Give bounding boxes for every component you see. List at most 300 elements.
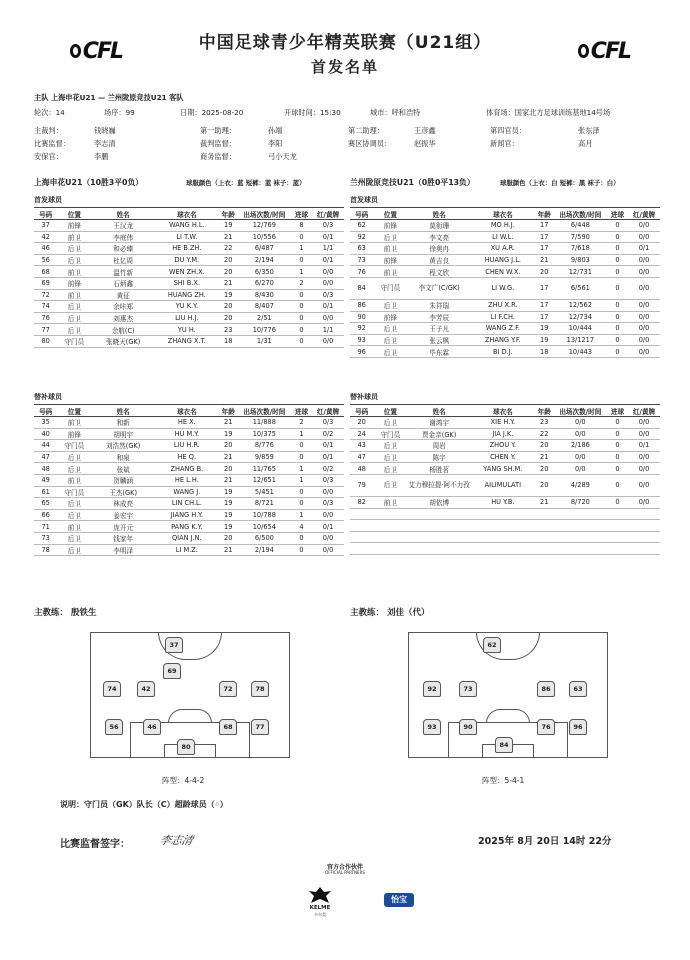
empty-row bbox=[350, 520, 660, 532]
player-cell: 李文广(C/GK) bbox=[407, 277, 471, 299]
player-cell: 0 bbox=[607, 334, 628, 346]
player-shirt-icon: 68 bbox=[219, 719, 237, 735]
table-header-row bbox=[350, 208, 660, 220]
official-role: 第二助理： bbox=[348, 126, 384, 135]
player-cell: 后卫 bbox=[57, 532, 91, 544]
player-cell: 66 bbox=[34, 509, 57, 521]
player-shirt-icon: 86 bbox=[537, 681, 555, 697]
player-cell: JIANG H.Y. bbox=[155, 509, 219, 521]
player-cell: 19 bbox=[219, 486, 238, 498]
player-cell: 90 bbox=[350, 311, 373, 323]
player-cell: 后卫 bbox=[57, 451, 91, 463]
player-cell: 后卫 bbox=[57, 301, 91, 313]
player-cell: WEN ZH.X. bbox=[155, 266, 219, 278]
column-header: 红/黄牌 bbox=[312, 208, 344, 220]
player-cell: 后卫 bbox=[57, 498, 91, 510]
player-cell: 张斌 bbox=[91, 463, 155, 475]
player-cell: 后卫 bbox=[373, 323, 407, 335]
home-starters-table bbox=[34, 207, 344, 348]
player-cell: 84 bbox=[350, 277, 373, 299]
player-row bbox=[350, 299, 660, 311]
player-cell: 0 bbox=[291, 498, 312, 510]
player-cell: 13/1217 bbox=[554, 334, 607, 346]
player-cell: 前锋 bbox=[373, 220, 407, 232]
column-header: 球衣名 bbox=[155, 405, 219, 417]
player-cell: 前锋 bbox=[57, 220, 91, 232]
column-header: 姓名 bbox=[407, 405, 471, 417]
player-cell: 后卫 bbox=[373, 463, 407, 475]
player-cell: 后卫 bbox=[57, 243, 91, 255]
official-name: 钱晓巍 bbox=[94, 126, 116, 135]
player-cell: 0/0 bbox=[628, 220, 660, 232]
official-name: 高月 bbox=[578, 139, 593, 148]
player-cell: 0/0 bbox=[312, 335, 344, 347]
player-cell: 18 bbox=[219, 335, 238, 347]
player-cell: 后卫 bbox=[373, 417, 407, 429]
player-cell: 0/2 bbox=[312, 428, 344, 440]
player-cell: 48 bbox=[350, 463, 373, 475]
player-shirt-icon: 63 bbox=[569, 681, 587, 697]
player-cell: 12/651 bbox=[238, 474, 291, 486]
player-cell: LI F.CH. bbox=[471, 311, 535, 323]
player-cell: AILIMULATI bbox=[471, 474, 535, 496]
player-cell: HUANG J.L. bbox=[471, 254, 535, 266]
player-shirt-icon: 77 bbox=[251, 719, 269, 735]
player-cell: 8/430 bbox=[238, 289, 291, 301]
player-cell: 姜宏宇 bbox=[91, 509, 155, 521]
player-shirt-icon: 76 bbox=[537, 719, 555, 735]
sponsor1: KELME bbox=[309, 905, 331, 911]
player-cell: 1 bbox=[291, 463, 312, 475]
player-row bbox=[350, 254, 660, 266]
player-cell: 82 bbox=[350, 496, 373, 508]
player-cell: LI W.G. bbox=[471, 277, 535, 299]
player-cell: 谢鸿宇 bbox=[407, 417, 471, 429]
player-row bbox=[34, 463, 344, 475]
player-row bbox=[34, 243, 344, 255]
kelme-logo-icon bbox=[307, 886, 333, 904]
player-cell: 79 bbox=[350, 474, 373, 496]
player-cell: LIU H.R. bbox=[155, 440, 219, 452]
player-cell: 0/0 bbox=[628, 496, 660, 508]
player-cell: 前卫 bbox=[373, 243, 407, 255]
player-cell: 0/1 bbox=[312, 301, 344, 313]
player-cell: 0/0 bbox=[312, 312, 344, 324]
player-cell: LI W.L. bbox=[471, 231, 535, 243]
column-header: 球衣名 bbox=[155, 208, 219, 220]
player-cell: 12/734 bbox=[554, 311, 607, 323]
player-cell: 0 bbox=[291, 324, 312, 336]
official-role: 第四官员： bbox=[490, 126, 526, 135]
empty-row bbox=[350, 531, 660, 543]
player-cell: 1/1 bbox=[312, 243, 344, 255]
column-header: 姓名 bbox=[91, 208, 155, 220]
player-cell: 温竹新 bbox=[91, 266, 155, 278]
player-cell: 23 bbox=[219, 324, 238, 336]
player-cell: HE Q. bbox=[155, 451, 219, 463]
player-cell: 19 bbox=[219, 220, 238, 232]
player-row bbox=[350, 277, 660, 299]
official-role: 商务监督： bbox=[200, 152, 236, 161]
player-row bbox=[350, 440, 660, 452]
player-cell: 68 bbox=[34, 266, 57, 278]
player-cell: 35 bbox=[34, 417, 57, 429]
player-cell: 20 bbox=[219, 301, 238, 313]
player-cell: 刘浩然(GK) bbox=[91, 440, 155, 452]
player-cell: 前卫 bbox=[57, 521, 91, 533]
player-cell: 17 bbox=[535, 220, 554, 232]
player-cell: 1 bbox=[291, 428, 312, 440]
player-cell: 朱祥瑞 bbox=[407, 299, 471, 311]
player-cell: 40 bbox=[34, 428, 57, 440]
player-row bbox=[34, 335, 344, 347]
player-cell: 胡明宇 bbox=[91, 428, 155, 440]
player-row bbox=[350, 451, 660, 463]
player-cell: HE B.ZH. bbox=[155, 243, 219, 255]
away-formation: 阵型：5-4-1 bbox=[482, 776, 525, 785]
player-cell: 周岩 bbox=[407, 440, 471, 452]
player-row bbox=[34, 324, 344, 336]
player-cell: WANG H.L. bbox=[155, 220, 219, 232]
player-cell: 73 bbox=[34, 532, 57, 544]
player-cell: 44 bbox=[34, 440, 57, 452]
player-cell: 林成亮 bbox=[91, 498, 155, 510]
player-row bbox=[350, 266, 660, 278]
player-cell: 0 bbox=[291, 301, 312, 313]
player-cell: 76 bbox=[34, 312, 57, 324]
player-cell: 93 bbox=[350, 334, 373, 346]
player-cell: 0/0 bbox=[554, 417, 607, 429]
player-shirt-icon: 46 bbox=[143, 719, 161, 735]
player-cell: 6/350 bbox=[238, 266, 291, 278]
player-cell: 0 bbox=[291, 486, 312, 498]
away-starters-table bbox=[350, 207, 660, 358]
player-cell: 0/0 bbox=[628, 277, 660, 299]
player-cell: 0 bbox=[291, 254, 312, 266]
player-cell: 7/590 bbox=[554, 231, 607, 243]
player-cell: 77 bbox=[34, 324, 57, 336]
cfl-logo-right: CFL bbox=[578, 38, 630, 64]
official-name: 张东泽 bbox=[578, 126, 600, 135]
player-cell: 贺麟涵 bbox=[91, 474, 155, 486]
player-cell: 前卫 bbox=[57, 266, 91, 278]
player-cell: 0/0 bbox=[554, 451, 607, 463]
city: 城市：呼和浩特 bbox=[370, 108, 421, 117]
player-cell: 21 bbox=[535, 451, 554, 463]
player-row bbox=[350, 311, 660, 323]
player-cell: 0/0 bbox=[628, 334, 660, 346]
player-shirt-icon: 37 bbox=[165, 637, 183, 653]
player-cell: 守门员 bbox=[57, 335, 91, 347]
column-header: 位置 bbox=[373, 208, 407, 220]
player-cell: 21 bbox=[219, 451, 238, 463]
player-cell: 19 bbox=[219, 521, 238, 533]
player-cell: 前锋 bbox=[57, 428, 91, 440]
player-cell: 杨胜茗 bbox=[407, 463, 471, 475]
player-cell: 17 bbox=[535, 277, 554, 299]
player-cell: ZHANG B. bbox=[155, 463, 219, 475]
player-cell: WANG J. bbox=[155, 486, 219, 498]
table-header-row bbox=[350, 405, 660, 417]
column-header: 红/黄牌 bbox=[628, 405, 660, 417]
player-cell: 22 bbox=[219, 243, 238, 255]
player-cell: 19 bbox=[535, 334, 554, 346]
player-cell: 0/0 bbox=[628, 231, 660, 243]
player-cell: 0 bbox=[607, 266, 628, 278]
player-cell: 1/1 bbox=[312, 324, 344, 336]
column-header: 位置 bbox=[57, 405, 91, 417]
player-cell: 20 bbox=[219, 312, 238, 324]
player-row bbox=[34, 231, 344, 243]
player-cell: 4/289 bbox=[554, 474, 607, 496]
player-shirt-icon: 56 bbox=[105, 719, 123, 735]
player-cell: 72 bbox=[34, 289, 57, 301]
away-kit: 球服颜色（上衣：白 短裤：黑 袜子：白） bbox=[500, 179, 620, 187]
player-cell: 20 bbox=[535, 463, 554, 475]
player-cell: HUANG ZH. bbox=[155, 289, 219, 301]
player-cell: 23 bbox=[535, 417, 554, 429]
player-cell: 庞开元 bbox=[91, 521, 155, 533]
player-row bbox=[350, 220, 660, 232]
player-row bbox=[34, 417, 344, 429]
sponsor1-sub: 卡尔美 bbox=[314, 912, 326, 917]
player-row bbox=[34, 451, 344, 463]
official-role: 比赛监督： bbox=[34, 139, 70, 148]
player-cell: 0/0 bbox=[628, 299, 660, 311]
player-cell: 石炳鑫 bbox=[91, 277, 155, 289]
player-cell: 0/0 bbox=[554, 428, 607, 440]
player-cell: 19 bbox=[219, 428, 238, 440]
official-name: 王彦鑫 bbox=[414, 126, 436, 135]
player-cell: 69 bbox=[34, 277, 57, 289]
signature: 李志清 bbox=[158, 834, 195, 847]
player-cell: 0/0 bbox=[628, 266, 660, 278]
column-header: 姓名 bbox=[91, 405, 155, 417]
player-cell: 17 bbox=[535, 231, 554, 243]
player-cell: 张云枫 bbox=[407, 334, 471, 346]
player-cell: 0/1 bbox=[628, 243, 660, 255]
player-row bbox=[34, 312, 344, 324]
player-row bbox=[34, 509, 344, 521]
player-row bbox=[350, 346, 660, 358]
player-cell: 20 bbox=[219, 266, 238, 278]
player-cell: 56 bbox=[34, 254, 57, 266]
player-row bbox=[34, 544, 344, 556]
official-role: 裁判监督： bbox=[200, 139, 236, 148]
player-cell: 1 bbox=[291, 266, 312, 278]
player-cell: CHEN W.X. bbox=[471, 266, 535, 278]
home-pitch bbox=[90, 632, 290, 758]
player-cell: YANG SH.M. bbox=[471, 463, 535, 475]
column-header: 球衣名 bbox=[471, 405, 535, 417]
player-cell: 0/0 bbox=[628, 254, 660, 266]
player-shirt-icon: 74 bbox=[103, 681, 121, 697]
player-cell: 37 bbox=[34, 220, 57, 232]
player-cell: 18 bbox=[535, 346, 554, 358]
player-cell: 46 bbox=[34, 243, 57, 255]
player-cell: 10/375 bbox=[238, 428, 291, 440]
player-cell: PANG K.Y. bbox=[155, 521, 219, 533]
player-cell: 后卫 bbox=[373, 474, 407, 496]
player-row bbox=[34, 532, 344, 544]
column-header: 进球 bbox=[607, 405, 628, 417]
player-cell: 0 bbox=[291, 440, 312, 452]
home-starters-label: 首发球员 bbox=[34, 196, 62, 204]
kickoff: 开球时间：15:30 bbox=[284, 108, 341, 117]
player-row bbox=[34, 486, 344, 498]
official-role: 安保官： bbox=[34, 152, 63, 161]
player-cell: 黄征 bbox=[91, 289, 155, 301]
player-row bbox=[34, 266, 344, 278]
away-subs-table bbox=[350, 404, 660, 555]
player-cell: 0 bbox=[607, 451, 628, 463]
player-cell: 11/765 bbox=[238, 463, 291, 475]
player-cell: 杜亿周 bbox=[91, 254, 155, 266]
player-row bbox=[350, 231, 660, 243]
player-cell: 8 bbox=[291, 220, 312, 232]
player-cell: 0 bbox=[607, 346, 628, 358]
player-cell: 王子凡 bbox=[407, 323, 471, 335]
player-cell: 前卫 bbox=[57, 231, 91, 243]
player-cell: 前卫 bbox=[373, 266, 407, 278]
player-cell: 前锋 bbox=[57, 277, 91, 289]
player-cell: 63 bbox=[350, 243, 373, 255]
away-subs-label: 替补球员 bbox=[350, 393, 378, 401]
player-cell: 0 bbox=[607, 417, 628, 429]
column-header: 出场次数/时间 bbox=[554, 208, 607, 220]
player-cell: 19 bbox=[219, 289, 238, 301]
column-header: 进球 bbox=[607, 208, 628, 220]
player-cell: 0 bbox=[291, 231, 312, 243]
player-cell: 后卫 bbox=[57, 312, 91, 324]
player-cell: 陈宇 bbox=[407, 451, 471, 463]
player-cell: 20 bbox=[219, 440, 238, 452]
away-coach: 主教练： 刘佳（代） bbox=[350, 608, 430, 618]
player-cell: 后卫 bbox=[57, 463, 91, 475]
player-cell: 李文亮 bbox=[407, 231, 471, 243]
player-cell: 96 bbox=[350, 346, 373, 358]
player-cell: 守门员 bbox=[57, 486, 91, 498]
player-row bbox=[350, 243, 660, 255]
player-row bbox=[350, 496, 660, 508]
player-cell: 和新 bbox=[91, 417, 155, 429]
player-cell: 8/407 bbox=[238, 301, 291, 313]
player-cell: 9/859 bbox=[238, 451, 291, 463]
player-cell: 43 bbox=[350, 440, 373, 452]
player-cell: 0/0 bbox=[628, 474, 660, 496]
player-cell: 20 bbox=[535, 440, 554, 452]
player-cell: 12/731 bbox=[554, 266, 607, 278]
player-cell: LI T.W. bbox=[155, 231, 219, 243]
player-cell: 0/3 bbox=[312, 220, 344, 232]
player-cell: 和必臻 bbox=[91, 243, 155, 255]
player-cell: 刘惠杰 bbox=[91, 312, 155, 324]
player-cell: 78 bbox=[34, 544, 57, 556]
column-header: 年龄 bbox=[535, 208, 554, 220]
player-cell: 后卫 bbox=[373, 231, 407, 243]
player-cell: 2/194 bbox=[238, 254, 291, 266]
player-cell: 王杰(GK) bbox=[91, 486, 155, 498]
sponsor-label: 官方合作伙伴 bbox=[326, 864, 363, 871]
player-cell: 10/443 bbox=[554, 346, 607, 358]
player-cell: 黄吉良 bbox=[407, 254, 471, 266]
player-cell: 11/888 bbox=[238, 417, 291, 429]
player-cell: 0 bbox=[607, 496, 628, 508]
sign-time: 2025年 8月 20日 14时 22分 bbox=[478, 836, 612, 847]
player-cell: ZHOU Y. bbox=[471, 440, 535, 452]
player-cell: LIN CH.L. bbox=[155, 498, 219, 510]
player-row bbox=[350, 334, 660, 346]
player-cell: 86 bbox=[350, 299, 373, 311]
page-title: 中国足球青少年精英联赛（U21组） bbox=[198, 33, 492, 53]
player-cell: 0/1 bbox=[312, 231, 344, 243]
player-cell: 0/1 bbox=[312, 451, 344, 463]
round: 轮次：14 bbox=[34, 108, 65, 117]
player-cell: 前卫 bbox=[57, 417, 91, 429]
column-header: 位置 bbox=[57, 208, 91, 220]
player-cell: 0 bbox=[291, 312, 312, 324]
player-cell: 0/0 bbox=[312, 509, 344, 521]
player-shirt-icon: 78 bbox=[251, 681, 269, 697]
player-cell: 80 bbox=[34, 335, 57, 347]
player-shirt-icon: 80 bbox=[177, 739, 195, 755]
player-cell: HE L.H. bbox=[155, 474, 219, 486]
player-row bbox=[34, 474, 344, 486]
player-cell: 10/776 bbox=[238, 324, 291, 336]
player-cell: WANG Z.F. bbox=[471, 323, 535, 335]
home-subs-table bbox=[34, 404, 344, 556]
table-header-row bbox=[34, 208, 344, 220]
player-cell: 21 bbox=[219, 417, 238, 429]
player-row bbox=[34, 428, 344, 440]
player-cell: 贾金亲(GK) bbox=[407, 428, 471, 440]
away-starters-label: 首发球员 bbox=[350, 196, 378, 204]
player-row bbox=[34, 301, 344, 313]
player-shirt-icon: 42 bbox=[137, 681, 155, 697]
column-header: 年龄 bbox=[219, 208, 238, 220]
player-cell: 前卫 bbox=[57, 289, 91, 301]
sponsor-sub: OFFICIAL PARTNERS bbox=[325, 870, 365, 875]
player-cell: 0/3 bbox=[312, 417, 344, 429]
player-row bbox=[34, 277, 344, 289]
player-cell: 49 bbox=[34, 474, 57, 486]
page-subtitle: 首发名单 bbox=[310, 58, 379, 76]
player-cell: LIU H.J. bbox=[155, 312, 219, 324]
column-header: 年龄 bbox=[535, 405, 554, 417]
column-header: 进球 bbox=[291, 208, 312, 220]
player-cell: JIA J.K. bbox=[471, 428, 535, 440]
player-cell: 余咔郑 bbox=[91, 301, 155, 313]
player-cell: 17 bbox=[535, 299, 554, 311]
player-cell: 0/0 bbox=[554, 463, 607, 475]
player-cell: XIE H.Y. bbox=[471, 417, 535, 429]
player-cell: ZHU X.R. bbox=[471, 299, 535, 311]
player-cell: 2 bbox=[291, 417, 312, 429]
player-cell: ZHANG Y.F. bbox=[471, 334, 535, 346]
player-cell: 92 bbox=[350, 231, 373, 243]
player-cell: 1 bbox=[291, 474, 312, 486]
player-cell: 0/1 bbox=[628, 440, 660, 452]
player-cell: 0 bbox=[607, 220, 628, 232]
player-cell: 8/720 bbox=[554, 496, 607, 508]
player-row bbox=[350, 323, 660, 335]
column-header: 红/黄牌 bbox=[312, 405, 344, 417]
official-name: 弓小天龙 bbox=[268, 152, 297, 161]
player-cell: BI D.J. bbox=[471, 346, 535, 358]
player-cell: 0/0 bbox=[312, 544, 344, 556]
player-cell: YU K.Y. bbox=[155, 301, 219, 313]
player-cell: 19 bbox=[535, 323, 554, 335]
